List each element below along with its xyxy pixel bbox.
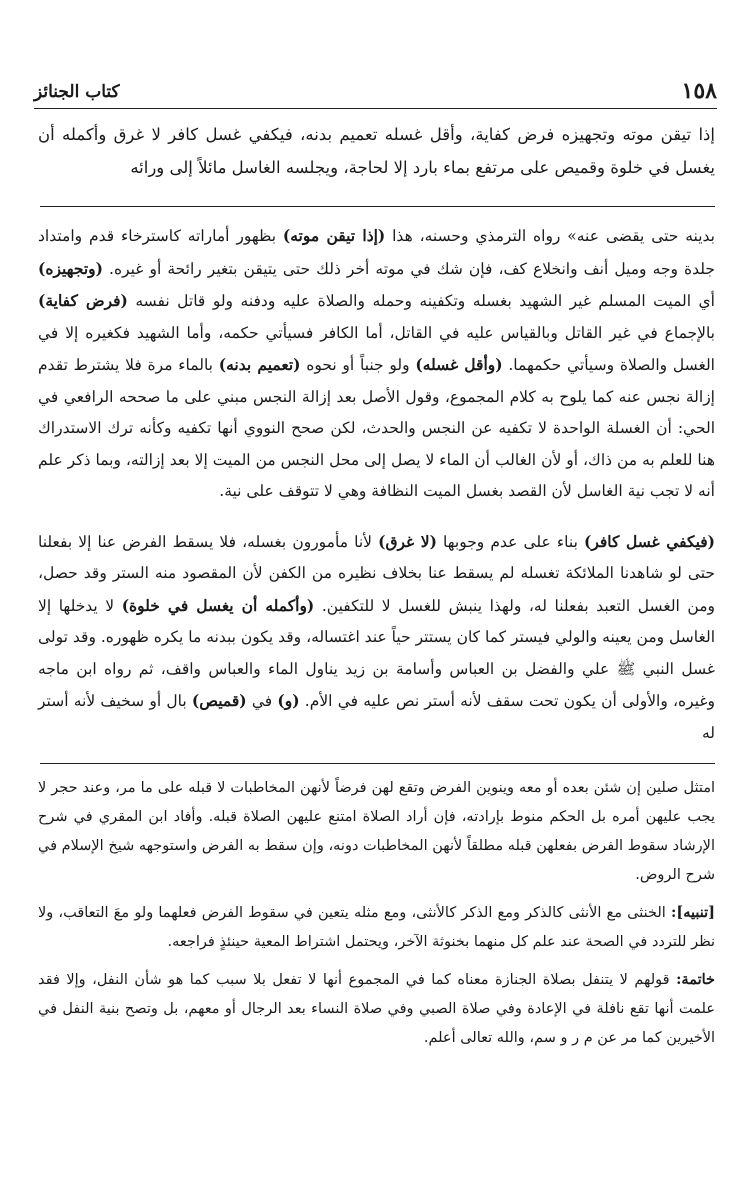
main-text xyxy=(38,118,715,184)
text-run: بدينه حتى يقضى عنه» رواه الترمذي وحسنه، هذا xyxy=(385,227,715,245)
quoted-term: (قميص) xyxy=(191,691,247,710)
note-label: [تنبيه]: xyxy=(670,904,715,921)
commentary-paragraph xyxy=(38,220,715,508)
text-run: ولو جنباً أو نحوه xyxy=(300,356,416,374)
quoted-term: (فيكفي غسل كافر) xyxy=(584,531,715,551)
notes-divider xyxy=(40,763,715,764)
quoted-term: (و) xyxy=(277,691,300,710)
commentary-paragraph xyxy=(38,526,715,750)
quoted-term: (تعميم بدنه) xyxy=(218,355,301,374)
text-run: بناء على عدم وجوبها xyxy=(436,532,585,551)
page-header xyxy=(34,72,717,109)
text-run: أي الميت المسلم غير الشهيد بغسله وتكفينه وحمله والصلاة عليه ودفنه ولو قاتل نفسه xyxy=(127,292,715,310)
text-run: بال أو سخيف لأنه أستر له xyxy=(38,692,715,742)
quoted-term: (لا غرق) xyxy=(378,531,437,551)
text-run: لأنا مأمورون بغسله، فلا يسقط الفرض عنا إلا بفعلنا حتى لو شاهدنا الملائكة تغسله لم يسقط عنا بخلاف نظيره من الكفن لأن المقصود منه الستر وقد حصل، ومن الغسل التعبد بفعلنا له، ولهذا ينبش للغسل لا للتكفين. xyxy=(38,532,716,615)
main-divider xyxy=(40,206,715,207)
commentary xyxy=(38,220,715,755)
footnotes xyxy=(38,774,715,1057)
note-text: قولهم لا يتنفل بصلاة الجنازة معناه كما في المجموع أنها لا تفعل بلا سبب كما هو شأن النفل، وإلا فقد علمت أنها تقع نافلة في الإعادة وفي صلاة الصبي وفي صلاة النساء بعد الرجال أو معهم، بل وتصح بنية النفل في الأخيرين كما مر عن م ر و سم، والله تعالى أعلم. xyxy=(38,972,715,1046)
note-text: الخنثى مع الأنثى كالذكر ومع الذكر كالأنثى، ومع مثله يتعين في سقوط الفرض فعلهما ولو معَ التعاقب، ولا نظر للتردد في الصحة عند علم كل منهما بخنوثة الآخر، ويحتمل اشتراط المعية حينئذٍ فراجعه. xyxy=(38,905,715,950)
khatima-note xyxy=(38,965,715,1053)
quoted-term: (وأقل غسله) xyxy=(415,355,503,374)
quoted-term: (إذا تيقن موته) xyxy=(282,226,386,245)
note-label: خاتمة: xyxy=(676,971,715,988)
main-paragraph: إذا تيقن موته وتجهيزه فرض كفاية، وأقل غسله تعميم بدنه، فيكفي غسل كافر لا غرق وأكمله أن يغسل في خلوة وقميص على مرتفع بماء بارد إلا لحاجة، ويجلسه الغاسل مائلاً إلى ورائه xyxy=(38,125,715,177)
quoted-term: (فرض كفاية) xyxy=(38,291,128,310)
footnote: امتثل صلين إن شئن بعده أو معه وينوين الفرض وتقع لهن فرضاً لأنهن المخاطبات لا قبله على ما مر، وعند حجر لا يجب عليهن أمره بل الحكم منوط بإرادته، فإن أراد الصلاة امتنع عليهن الصلاة قبله. وأفاد ابن المقري في شرح الإرشاد سقوط الفرض بفعلهن قبله مطلقاً لأنهن المخاطبات دونه، وإن سقط به الفرض واستوجهه شيخ الإسلام في شرح الروض. xyxy=(38,780,715,883)
running-title: كتاب الجنائز xyxy=(34,82,120,102)
tanbih-note xyxy=(38,898,715,957)
text-run: بالإجماع في غير القاتل وبالقياس عليه في القاتل، أما الكافر فسيأتي حكمه، وأما الشهيد فكغيره إلا في الغسل والصلاة وسيأتي حكمهما. xyxy=(38,323,715,374)
text-run: بظهور أماراته كاسترخاء قدم وامتداد جلدة وجه وميل أنف وانخلاع كف، فإن شك في موته أخر ذلك حتى يتيقن بتغير رائحة أو غيره. xyxy=(38,227,715,278)
page-number: ١٥٨ xyxy=(681,78,717,104)
text-run: لا يدخلها إلا الغاسل ومن يعينه والولي فيستر كما كان يستتر حياً عند اغتساله، وقد يكون ببدنه ما يكره ظهوره. وقد تولى غسل النبي ﷺ علي والفضل بن العباس وأسامة بن زيد يناول الماء والعباس واقف، ثم رواه ابن ماجه وغيره، والأولى أن يكون تحت سقف لأنه أستر نص عليه في الأم. xyxy=(38,596,715,710)
text-run: في xyxy=(246,692,278,710)
quoted-term: (وتجهيزه) xyxy=(38,258,103,278)
quoted-term: (وأكمله أن يغسل في خلوة) xyxy=(121,595,315,615)
text-run: بالماء مرة فلا يشترط تقدم إزالة نجس عنه كما يلوح به كلام المجموع، وقول الأصل بعد إزالة النجس مبني على ما صححه الرافعي في الحي: أن الغسلة الواحدة لا تكفيه عن النجس والحدث، لكن صحح النووي أنها تكفيه وكأنه ترك الاستدراك هنا للعلم به من ذاك، أو لأن الغالب أن الماء لا يصل إلى محل النجس من الميت إلا بعد إزالته، وبما ذكر علم أنه لا تجب نية الغاسل لأن القصد بغسل الميت النظافة وهي لا تتوقف على نية. xyxy=(38,356,715,500)
